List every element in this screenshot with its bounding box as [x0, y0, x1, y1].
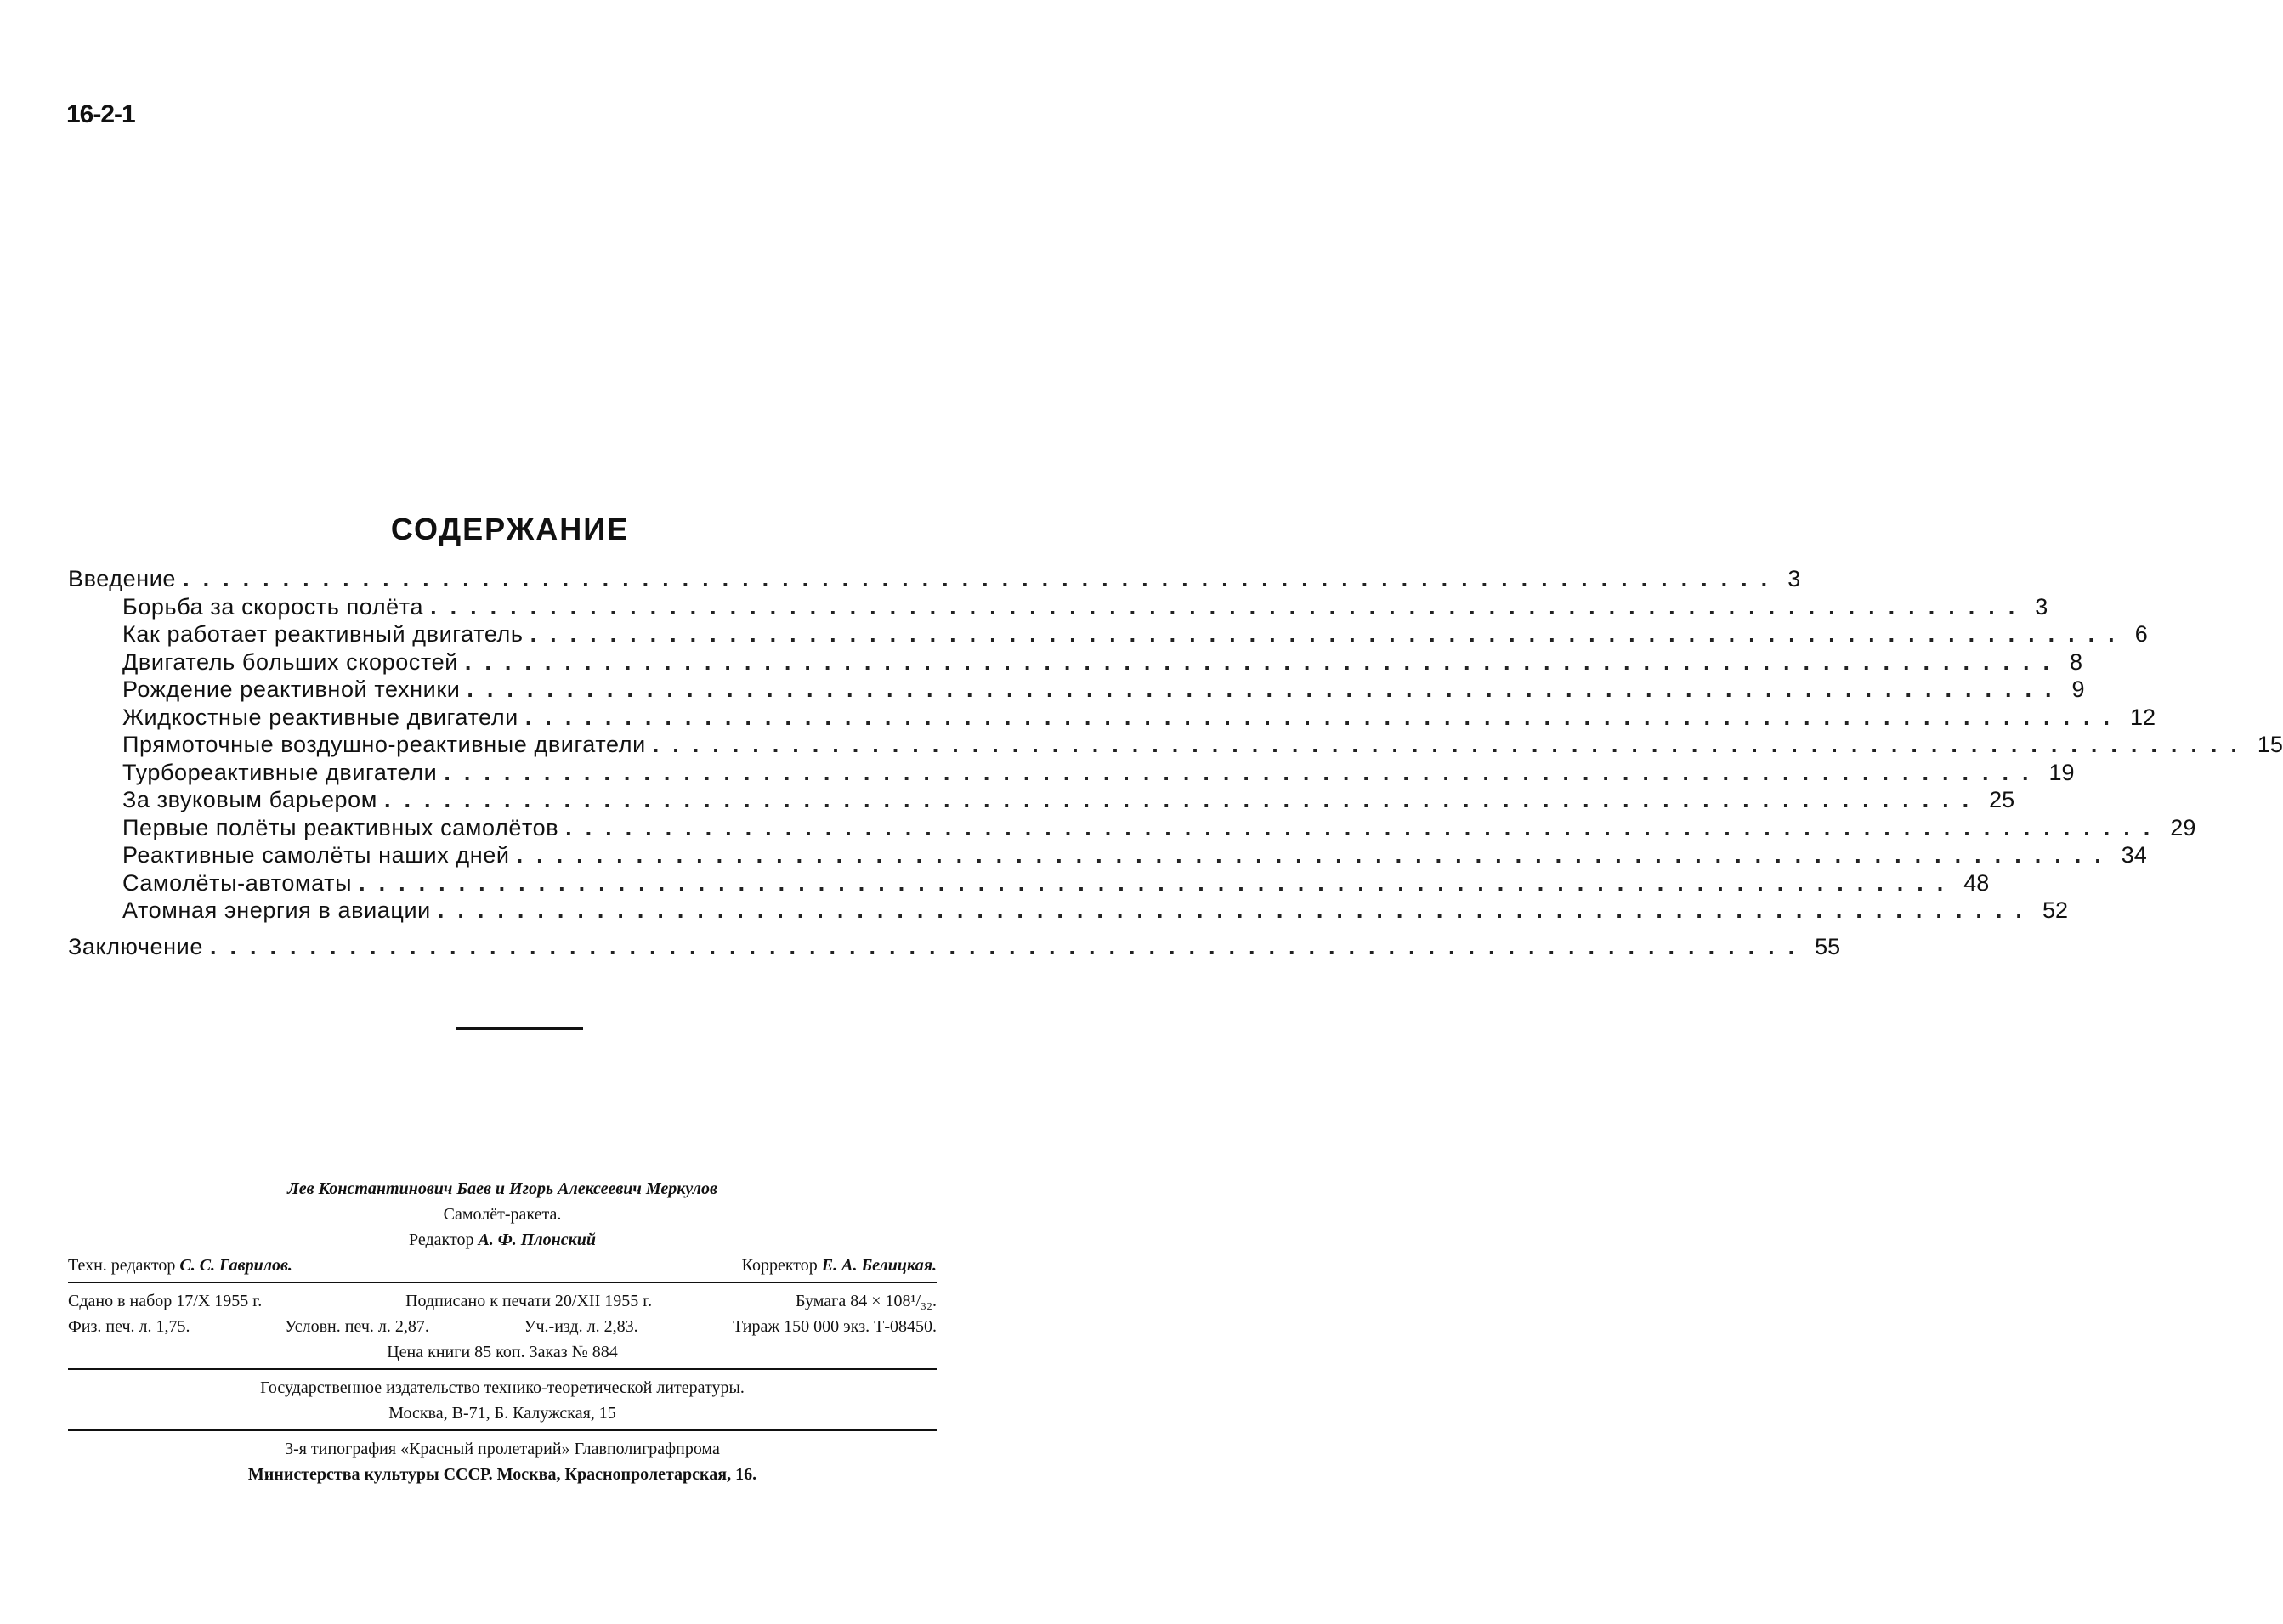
- toc-entry-label: Атомная энергия в авиации: [122, 897, 431, 923]
- corrector: [742, 1253, 937, 1278]
- toc-entry-page: 55: [1815, 933, 1841, 959]
- publisher-address: Москва, В-71, Б. Калужская, 15: [388, 1404, 616, 1423]
- toc-entry-label: Реактивные самолёты наших дней: [122, 842, 510, 868]
- toc-entry-label: Турбореактивные двигатели: [122, 759, 438, 785]
- toc-entry: [68, 933, 1841, 962]
- toc-entry-label: Двигатель больших скоростей: [122, 648, 458, 675]
- toc-entry: [68, 704, 2156, 733]
- toc-title: СОДЕРЖАНИЕ: [390, 512, 630, 546]
- toc-entry-label: Рождение реактивной техники: [122, 676, 461, 702]
- editor-label: Редактор: [409, 1231, 474, 1249]
- toc-entry: [68, 676, 2085, 704]
- rule-line: [68, 1282, 937, 1283]
- toc-leader-dots: ................................................................................: [524, 704, 2123, 730]
- toc-entry-page: 52: [2042, 897, 2068, 923]
- toc-leader-dots: ................................................................................: [437, 897, 2036, 923]
- toc-leader-dots: ................................................................................: [652, 732, 2251, 757]
- toc-entry: [68, 621, 2148, 649]
- toc-entry-page: 34: [2121, 842, 2147, 868]
- print-detail: Сдано в набор 17/X 1955 г.: [68, 1292, 263, 1310]
- toc-entry-label: Введение: [68, 566, 177, 591]
- toc-entry: [68, 787, 2015, 815]
- toc-entry: [68, 593, 2048, 622]
- toc-entry: [68, 897, 2068, 925]
- authors: Лев Константинович Баев и Игорь Алексеевич Меркулов: [287, 1180, 717, 1198]
- book-title: Самолёт-ракета.: [443, 1205, 562, 1224]
- printer-name: 3-я типография «Красный пролетарий» Главполиграфпрома: [285, 1440, 720, 1458]
- tech-editor: [68, 1253, 292, 1278]
- toc-leader-dots: ................................................................................: [464, 648, 2063, 675]
- editor-line: [68, 1227, 937, 1253]
- corrector-name: Е. А. Белицкая.: [821, 1256, 937, 1275]
- toc-entry-label: Самолёты-автоматы: [122, 869, 353, 896]
- print-detail: Условн. печ. л. 2,87.: [284, 1317, 429, 1336]
- toc-entry-page: 3: [2035, 593, 2048, 620]
- toc-entry-label: Борьба за скорость полёта: [122, 593, 424, 620]
- toc-entry: [68, 842, 2147, 870]
- toc-entry-page: 15: [2257, 732, 2283, 757]
- price-line: Цена книги 85 коп. Заказ № 884: [387, 1343, 618, 1361]
- toc-leader-dots: ................................................................................: [183, 566, 1782, 591]
- toc-entry-label: Первые полёты реактивных самолётов: [122, 814, 559, 840]
- print-details-line: [68, 1314, 937, 1339]
- toc-entry-page: 25: [1989, 787, 2015, 812]
- printer-address: Министерства культуры СССР. Москва, Краснопролетарская, 16.: [247, 1465, 757, 1484]
- toc-entry-label: За звуковым барьером: [122, 787, 377, 812]
- toc-entry: [68, 566, 1801, 594]
- print-detail: Уч.-изд. л. 2,83.: [524, 1317, 638, 1336]
- toc-entry: [68, 869, 1990, 898]
- toc-entry-label: Прямоточные воздушно-реактивные двигатели: [122, 732, 646, 757]
- corrector-label: Корректор: [741, 1256, 818, 1275]
- toc-entry: [68, 814, 2196, 843]
- toc-entry-page: 6: [2134, 621, 2148, 647]
- rule-line: [68, 1368, 937, 1370]
- toc-leader-dots: ................................................................................: [444, 759, 2042, 785]
- toc-leader-dots: ................................................................................: [359, 869, 1957, 896]
- rule-line: [68, 1429, 937, 1431]
- toc-entry-page: 29: [2170, 814, 2196, 840]
- print-detail: Тираж 150 000 экз. Т-08450.: [733, 1317, 937, 1336]
- page-code: 16-2-1: [66, 100, 135, 128]
- section-divider: [456, 1027, 583, 1030]
- print-detail: Физ. печ. л. 1,75.: [68, 1317, 190, 1336]
- imprint-block: [68, 1176, 937, 1487]
- toc-entry: [68, 648, 2083, 677]
- toc-entry-page: 12: [2130, 704, 2156, 730]
- toc-leader-dots: ................................................................................: [530, 621, 2128, 647]
- toc-entry-page: 8: [2070, 648, 2083, 675]
- toc-leader-dots: ................................................................................: [430, 593, 2029, 620]
- toc-leader-dots: ................................................................................: [565, 814, 2164, 840]
- toc-leader-dots: ................................................................................: [383, 787, 1983, 812]
- toc-leader-dots: ................................................................................: [209, 933, 1809, 959]
- toc-entry: [68, 732, 2283, 760]
- toc-entry-page: 19: [2048, 759, 2075, 785]
- toc-entry-page: 48: [1963, 869, 1990, 896]
- toc-entry-label: Как работает реактивный двигатель: [122, 621, 524, 647]
- toc-entry-page: 3: [1787, 566, 1801, 591]
- toc-entry-label: Заключение: [68, 933, 203, 959]
- print-details-line: [68, 1288, 937, 1314]
- print-detail: Подписано к печати 20/XII 1955 г.: [405, 1292, 653, 1310]
- staff-line: [68, 1253, 937, 1278]
- toc-entry-page: 9: [2071, 676, 2085, 702]
- toc-entry: [68, 759, 2075, 788]
- table-of-contents: [68, 566, 2283, 961]
- toc-entry-label: Жидкостные реактивные двигатели: [122, 704, 518, 730]
- toc-leader-dots: ................................................................................: [467, 676, 2065, 702]
- tech-editor-name: С. С. Гаврилов.: [179, 1256, 292, 1275]
- editor-name: А. Ф. Плонский: [478, 1231, 596, 1249]
- publisher-name: Государственное издательство технико-теоретической литературы.: [260, 1378, 745, 1397]
- toc-leader-dots: ................................................................................: [516, 842, 2115, 868]
- tech-editor-label: Техн. редактор: [68, 1256, 176, 1275]
- print-detail: Бумага 84 × 108¹/₃₂.: [796, 1292, 937, 1310]
